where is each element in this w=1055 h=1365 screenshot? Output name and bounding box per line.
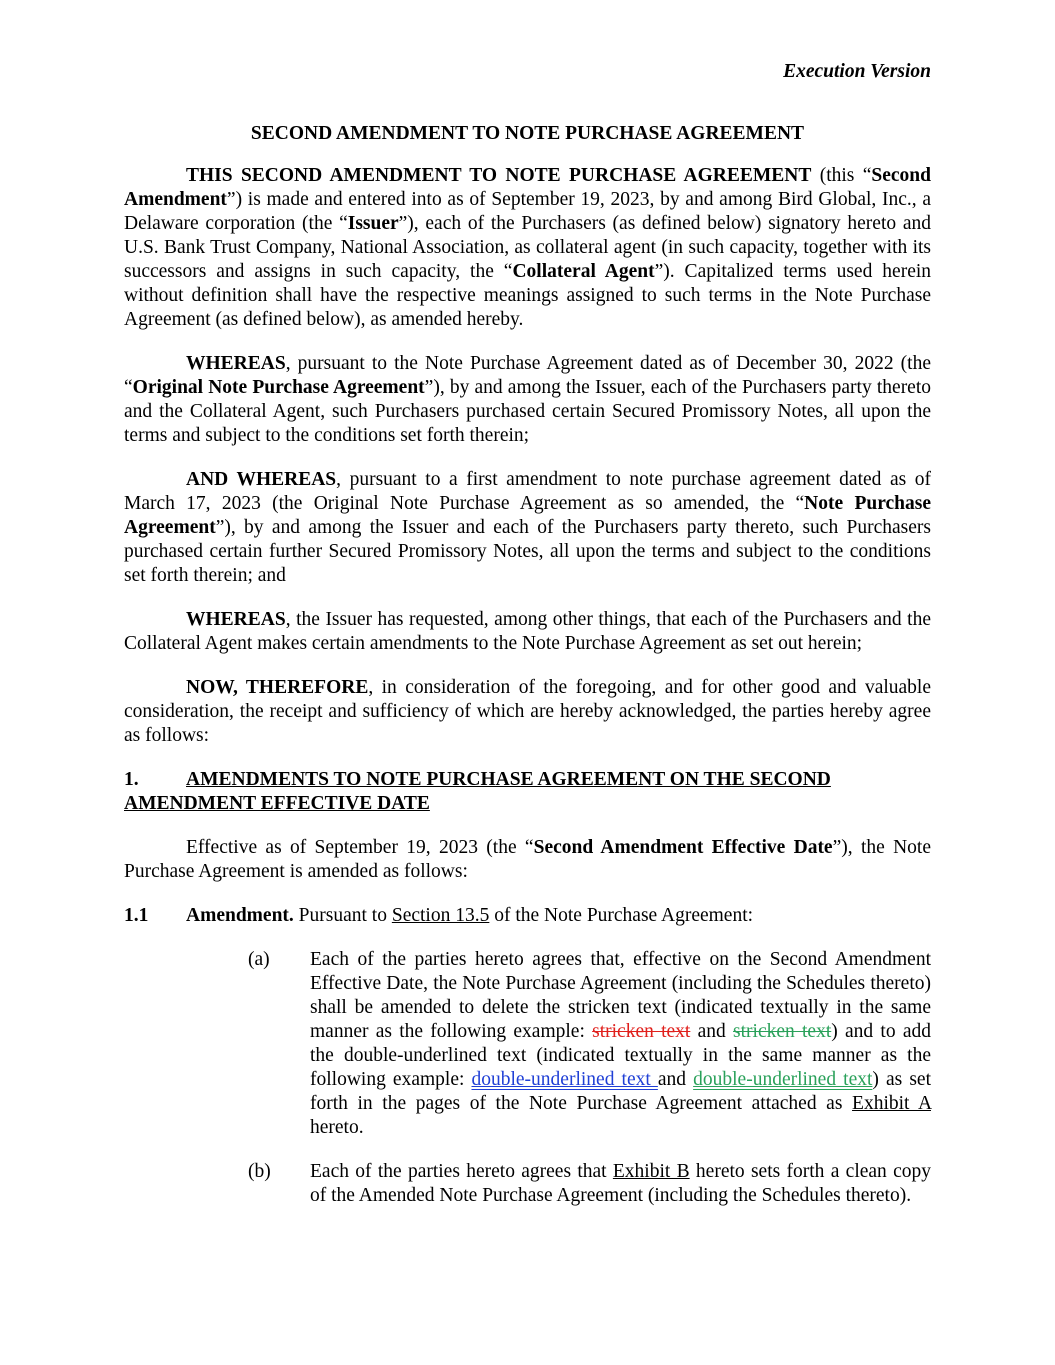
document-title: SECOND AMENDMENT TO NOTE PURCHASE AGREEMENT (250, 123, 805, 144)
section-13-5-reference: Section 13.5 (391, 905, 490, 926)
clause-b-text: Each of the parties hereto agrees that Exhibit B hereto sets forth a clean copy of the Amended Note Purchase Agreement (including the Schedules thereto). (310, 1161, 932, 1206)
exhibit-b-reference: Exhibit B (612, 1161, 690, 1182)
clause-b-label: (b) (248, 1161, 271, 1182)
defined-term-issuer: Issuer (347, 213, 399, 234)
section-1-heading: 1. AMENDMENTS TO NOTE PURCHASE AGREEMENT ON THE SECOND AMENDMENT EFFECTIVE DATE (124, 769, 831, 814)
defined-term-effective-date: Second Amendment Effective Date (533, 837, 833, 858)
execution-version-label: Execution Version (783, 61, 931, 82)
defined-term-npa: Note Purchase Agreement (124, 493, 931, 538)
defined-term-second-amendment: Second Amendment (124, 165, 931, 210)
defined-term-original-npa: Original Note Purchase Agreement (132, 377, 425, 398)
stricken-text-red-example: stricken text (592, 1021, 691, 1042)
clause-a (248, 948, 931, 1140)
preamble-lead: THIS SECOND AMENDMENT TO NOTE PURCHASE AGREEMENT (186, 165, 812, 186)
effective-date-paragraph: Effective as of September 19, 2023 (the “Second Amendment Effective Date”), the Note Purchase Agreement is amended as follows: (124, 837, 931, 882)
clause-b (248, 1160, 931, 1208)
stricken-text-green-example: stricken text (733, 1021, 832, 1042)
whereas-paragraph-2: AND WHEREAS, pursuant to a first amendment to note purchase agreement dated as of March 17, 2023 (the Original Note Purchase Agreement as so amended, the “Note Purchase Agreement”), by and among the Issuer and each of the Purchasers party thereto, such Purchasers purchased certain further Secured Promissory Notes, all upon the terms and subject to the conditions set forth therein; and (124, 469, 931, 586)
preamble-paragraph: THIS SECOND AMENDMENT TO NOTE PURCHASE AGREEMENT (this “Second Amendment”) is made and entered into as of September 19, 2023, by and among Bird Global, Inc., a Delaware corporation (the “Issuer”), each of the Purchasers (as defined below) signatory hereto and U.S. Bank Trust Company, National Association, as collateral agent (in such capacity, together with its successors and assigns in such capacity, the “Collateral Agent”). Capitalized terms used herein without definition shall have the respective meanings assigned to such terms in the Note Purchase Agreement (as defined below), as amended hereby. (124, 165, 932, 330)
exhibit-a-reference: Exhibit A (852, 1093, 931, 1114)
section-1-1-heading: 1.1 Amendment. Pursuant to Section 13.5 of the Note Purchase Agreement: (124, 905, 754, 926)
defined-term-collateral-agent: Collateral Agent (512, 261, 655, 282)
clause-a-text: Each of the parties hereto agrees that, effective on the Second Amendment Effective Date, the Note Purchase Agreement (including the Schedules thereto) shall be amended to delete the stricken text (indicated textually in the same manner as the following example: stricken text and stricken text) and to add the double-underlined text (indicated textually in the same manner as the following example: double-underlined text and double-underlined text) as set forth in the pages of the Note Purchase Agreement attached as Exhibit A hereto. (310, 949, 932, 1138)
whereas-paragraph-1: WHEREAS, pursuant to the Note Purchase Agreement dated as of December 30, 2022 (the “Original Note Purchase Agreement”), by and among the Issuer, each of the Purchasers party thereto and the Collateral Agent, such Purchasers purchased certain Secured Promissory Notes, all upon the terms and subject to the conditions set forth therein; (124, 353, 932, 446)
double-underlined-green-example: double-underlined text (693, 1069, 873, 1090)
whereas-paragraph-3: WHEREAS, the Issuer has requested, among other things, that each of the Purchasers and the Collateral Agent makes certain amendments to the Note Purchase Agreement as set out herein; (124, 609, 931, 654)
now-therefore-paragraph: NOW, THEREFORE, in consideration of the foregoing, and for other good and valuable consideration, the receipt and sufficiency of which are hereby acknowledged, the parties hereby agree as follows: (124, 677, 931, 746)
clause-a-label: (a) (248, 949, 270, 970)
double-underlined-blue-example: double-underlined text (471, 1069, 658, 1090)
